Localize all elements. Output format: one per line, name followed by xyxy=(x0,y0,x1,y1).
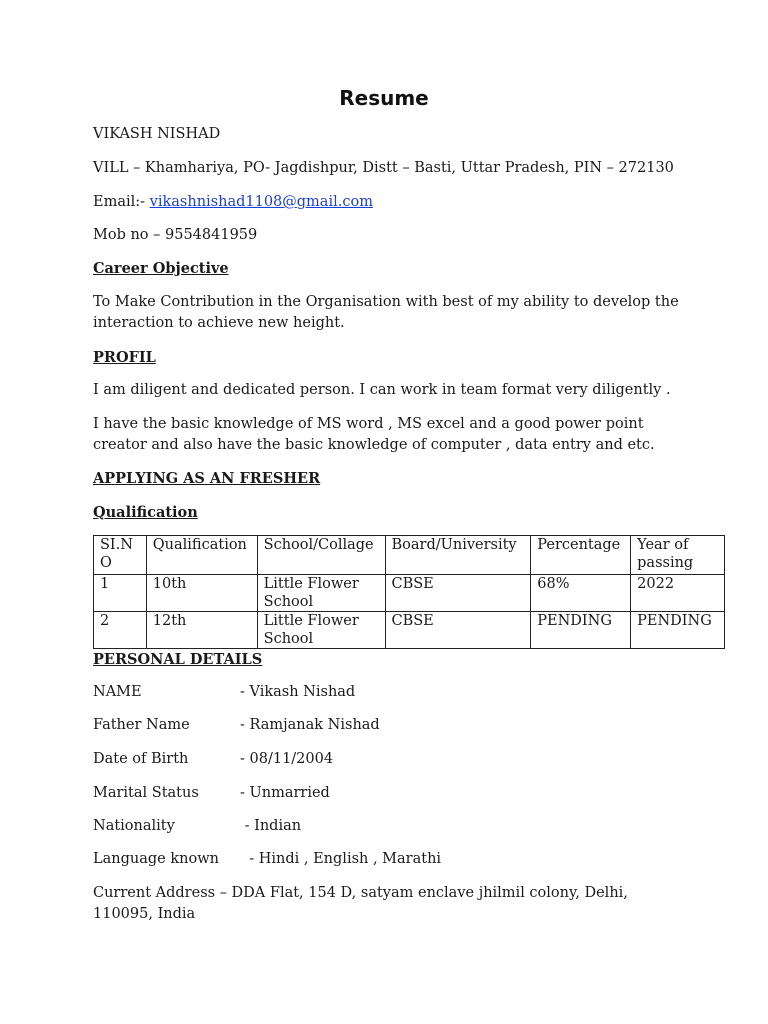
table-cell: Little Flower School xyxy=(257,575,385,612)
detail-value: - 08/11/2004 xyxy=(240,751,334,767)
detail-label: Nationality xyxy=(93,818,175,834)
detail-value: - Indian xyxy=(240,818,302,834)
mobile-line: Mob no – 9554841959 xyxy=(93,227,258,243)
table-cell: CBSE xyxy=(385,612,531,649)
applying-heading: APPLYING AS AN FRESHER xyxy=(93,470,321,487)
detail-value: - Vikash Nishad xyxy=(240,684,356,700)
qualification-heading: Qualification xyxy=(93,504,198,521)
detail-language-known xyxy=(93,849,441,870)
column-header: School/Collage xyxy=(257,536,385,575)
table-cell: PENDING xyxy=(531,612,631,649)
personal-details-heading: PERSONAL DETAILS xyxy=(93,651,263,668)
column-header: SI.N O xyxy=(94,536,147,575)
email-link[interactable]: vikashnishad1108@gmail.com xyxy=(149,194,373,210)
email-label: Email:- xyxy=(93,194,150,210)
detail-label: Date of Birth xyxy=(93,751,189,767)
table-cell: CBSE xyxy=(385,575,531,612)
current-address: Current Address – DDA Flat, 154 D, satyam enclave jhilmil colony, Delhi, 110095, India xyxy=(93,885,628,922)
column-header: Board/University xyxy=(385,536,531,575)
detail-value: - Ramjanak Nishad xyxy=(240,717,380,733)
qualification-table xyxy=(93,535,725,649)
table-cell: 10th xyxy=(146,575,257,612)
table-cell: PENDING xyxy=(631,612,725,649)
detail-name xyxy=(93,682,355,703)
column-header: Percentage xyxy=(531,536,631,575)
detail-value: - Unmarried xyxy=(240,785,330,801)
detail-label: Father Name xyxy=(93,717,190,733)
profil-heading: PROFIL xyxy=(93,349,156,366)
detail-value: - Hindi , English , Marathi xyxy=(240,851,442,867)
profil-paragraph-1: I am diligent and dedicated person. I can work in team format very diligently . xyxy=(93,382,671,398)
table-cell: 2022 xyxy=(631,575,725,612)
career-objective-heading: Career Objective xyxy=(93,260,229,277)
detail-marital-status xyxy=(93,783,330,804)
table-row xyxy=(94,612,725,649)
table-cell: 12th xyxy=(146,612,257,649)
column-header: Year of passing xyxy=(631,536,725,575)
email-line xyxy=(93,192,373,213)
address-line: VILL – Khamhariya, PO- Jagdishpur, Distt – Basti, Uttar Pradesh, PIN – 272130 xyxy=(93,160,674,176)
detail-label: Language known xyxy=(93,851,219,867)
table-cell: Little Flower School xyxy=(257,612,385,649)
career-objective-text: To Make Contribution in the Organisation with best of my ability to develop the interaction to achieve new height. xyxy=(93,294,679,331)
detail-label: Marital Status xyxy=(93,785,199,801)
candidate-name: VIKASH NISHAD xyxy=(93,126,221,142)
profil-paragraph-2: I have the basic knowledge of MS word , MS excel and a good power point creator and also have the basic knowledge of computer , data entry and etc. xyxy=(93,416,655,453)
detail-date-of-birth xyxy=(93,749,333,770)
page-title: Resume xyxy=(339,86,429,110)
table-cell: 2 xyxy=(94,612,147,649)
detail-father-name xyxy=(93,715,380,736)
table-cell: 68% xyxy=(531,575,631,612)
detail-label: NAME xyxy=(93,684,142,700)
table-cell: 1 xyxy=(94,575,147,612)
column-header: Qualification xyxy=(146,536,257,575)
table-header-row xyxy=(94,536,725,575)
table-row xyxy=(94,575,725,612)
detail-nationality xyxy=(93,816,301,837)
